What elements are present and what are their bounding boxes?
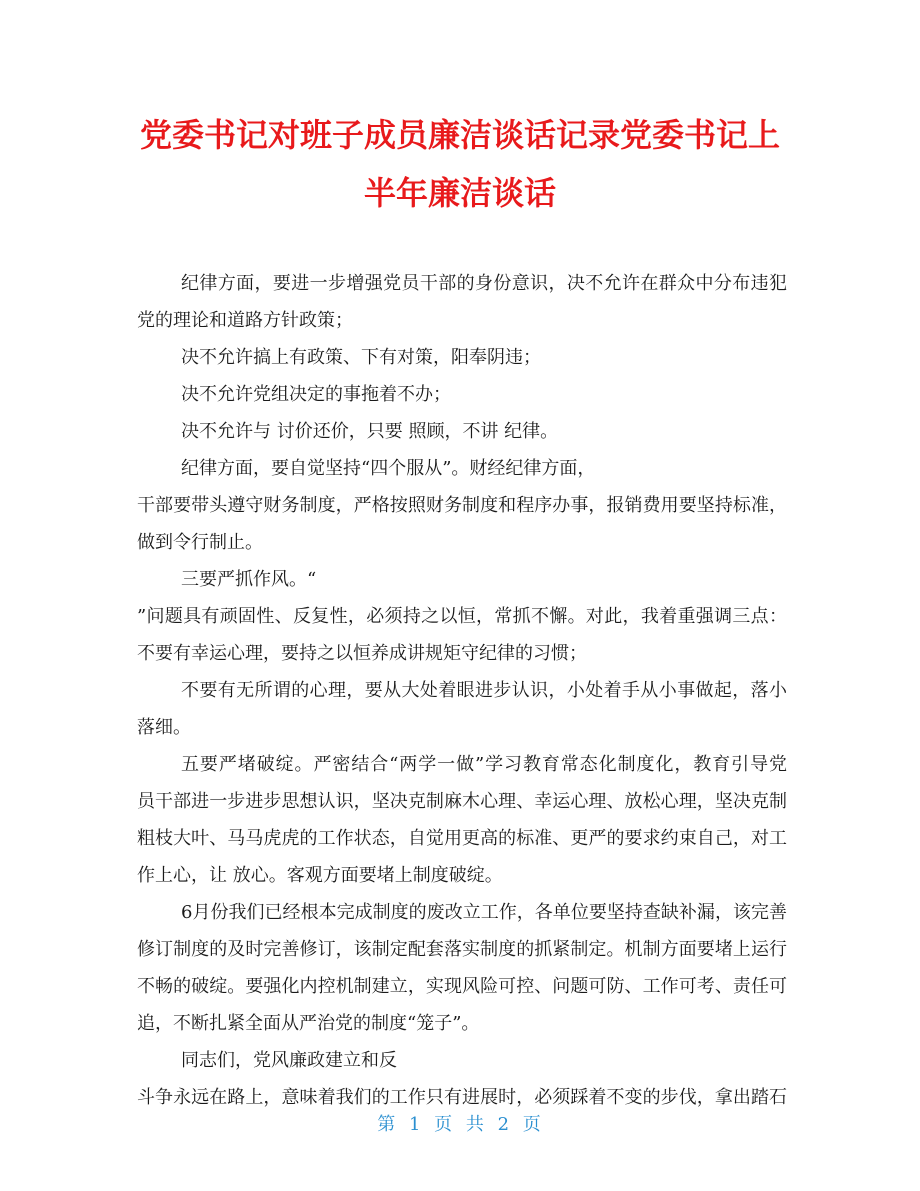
paragraph-line: 党的理论和道路方针政策； xyxy=(137,310,353,331)
paragraph-line: 6月份我们已经根本完成制度的废改立工作，各单位要坚持查缺补漏，该完善 xyxy=(181,902,787,923)
paragraph-line: 不要有幸运心理，要持之以恒养成讲规矩守纪律的习惯； xyxy=(137,643,587,664)
document-title-line-2: 半年廉洁谈话 xyxy=(363,174,556,212)
page-number-footer: 第 1 页 共 2 页 xyxy=(377,1114,543,1135)
paragraph-line: 做到令行制止。 xyxy=(137,532,263,553)
paragraph-line: 决不允许与 讨价还价，只要 照顾，不讲 纪律。 xyxy=(181,421,559,442)
paragraph-line: 决不允许党组决定的事拖着不办； xyxy=(181,384,451,405)
paragraph-line: 不要有无所谓的心理，要从大处着眼进步认识，小处着手从小事做起，落小 xyxy=(181,680,787,701)
paragraph-line: 修订制度的及时完善修订，该制定配套落实制度的抓紧制定。机制方面要堵上运行 xyxy=(137,939,787,960)
paragraph-line: 作上心，让 放心。客观方面要堵上制度破绽。 xyxy=(137,865,503,886)
paragraph-line: 五要严堵破绽。严密结合“两学一做”学习教育常态化制度化，教育引导党 xyxy=(181,754,787,775)
paragraph-line: 决不允许搞上有政策、下有对策，阳奉阴违； xyxy=(181,347,541,368)
paragraph-line: 追，不断扎紧全面从严治党的制度“笼子”。 xyxy=(137,1013,480,1034)
paragraph-line: 纪律方面，要自觉坚持“四个服从”。财经纪律方面， xyxy=(181,458,596,479)
paragraph-line: 纪律方面，要进一步增强党员干部的身份意识，决不允许在群众中分布违犯 xyxy=(181,273,787,294)
paragraph-line: 粗枝大叶、马马虎虎的工作状态，自觉用更高的标准、更严的要求约束自己，对工 xyxy=(137,828,787,849)
paragraph-line: 不畅的破绽。要强化内控机制建立，实现风险可控、问题可防、工作可考、责任可 xyxy=(137,976,787,997)
paragraph-line: 干部要带头遵守财务制度，严格按照财务制度和程序办事，报销费用要坚持标准， xyxy=(137,495,787,516)
paragraph-line: 落细。 xyxy=(137,717,191,738)
paragraph-line: 员干部进一步进步思想认识，坚决克制麻木心理、幸运心理、放松心理，坚决克制 xyxy=(137,791,787,812)
paragraph-line: ”问题具有顽固性、反复性，必须持之以恒，常抓不懈。对此，我着重强调三点： xyxy=(137,606,787,627)
paragraph-line: 三要严抓作风。“ xyxy=(181,569,317,590)
paragraph-line: 斗争永远在路上，意味着我们的工作只有进展时，必须踩着不变的步伐，拿出踏石 xyxy=(137,1087,787,1108)
document-title-line-1: 党委书记对班子成员廉洁谈话记录党委书记上 xyxy=(139,116,780,154)
paragraph-line: 同志们，党风廉政建立和反 xyxy=(181,1050,397,1071)
